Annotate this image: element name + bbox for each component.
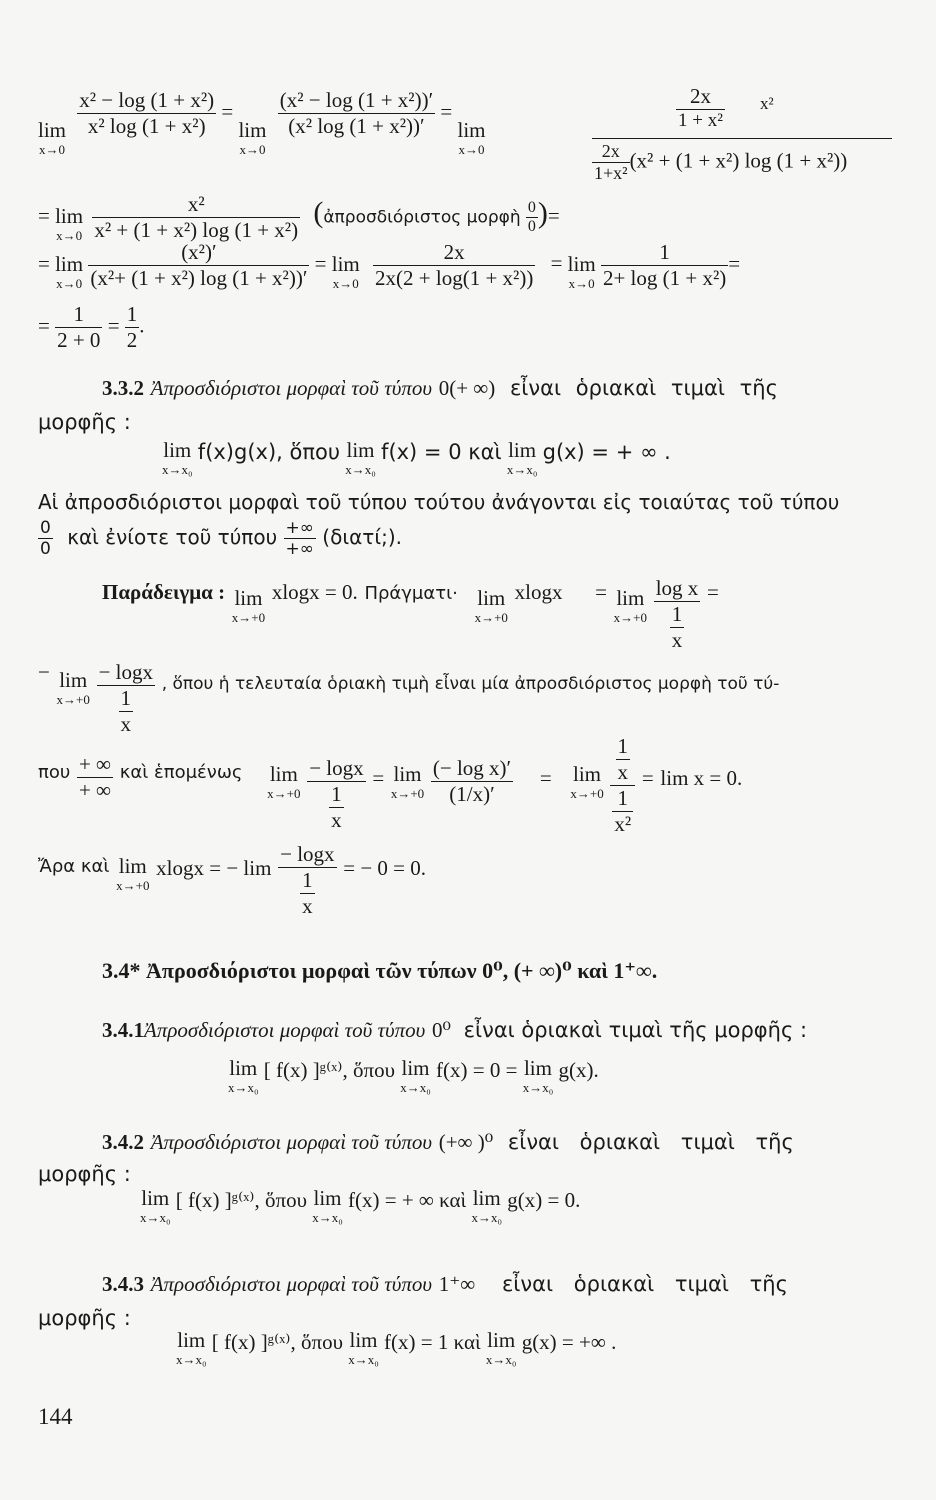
fraction: $\frac{1}{x}$ [617, 734, 629, 784]
fraction: $\frac{0}{0}$ [40, 518, 51, 559]
section-343-heading: 3.4.3 Ἀπροσδιόριστοι μορφαὶ τοῦ τύπου 1⁺∞ εἶναι ὁριακαὶ τιμαὶ τῆς [102, 1272, 788, 1296]
fraction: $\frac{1}{x}$ [302, 868, 313, 918]
section-332-formula: lim x→x₀ f(x)g(x), ὅπου lim x→x₀ f(x) = 0 καὶ lim x→x₀ g(x) = + ∞ . [162, 438, 671, 477]
fraction: $\frac{- \log x}{\frac{1}{x}}$ [309, 756, 364, 832]
section-332-line2: μορφῆς : [38, 410, 131, 434]
example-line-1: Παράδειγμα : lim x→+0 xlogx = 0. Πράγματι· lim x→+0 xlogx = lim x→+0 $\frac{\text{log x}}{\frac{1}{x}}$ = [102, 576, 719, 652]
example-line-2: − lim x→+0 $\frac{- \log x}{\frac{1}{x}}$ $^{, ὅ\pi o\upsilon ἡ \tau\varepsilon\lambda\varepsilon\upsilon\tau\alpha ί\alpha ὁ\rho\iota\alpha\kappa ὴ \tau\iota\mu ὴ \varepsilon ἶ\nu\alpha\iota \mu ί\alpha ἀ\pi\rho o\sigma\delta\iota ό\rho\iota\sigma\tau o\varsigma \mu o\rho\varphi ὴ \tau oῦ \tau ύ-}$ [38, 660, 780, 736]
derivation-line-3: = lim x→0 $\frac{\text{(x²)′}}{\text{(x²+ (1 + x²) log (1 + x²))′}}$ = lim x→0 $\frac{2x}{\text{2x(2 + log(1 + x²))}}$ = lim x→0 $\frac{1}{\text{2+ log (1 + x²)}}$ = [38, 240, 741, 291]
fraction: $\frac{+ \infty}{+ \infty}$ [78, 752, 112, 802]
section-342-formula: lim x→x₀ [ f(x) ]ᵍ⁽ˣ⁾, ὅπου lim x→x₀ f(x) = + ∞ καὶ lim x→x₀ g(x) = 0. [140, 1186, 581, 1225]
fraction [610, 734, 635, 837]
fraction: $\frac{\text{(x² − log (1 + x²))′}}{\text{(x² log (1 + x²))′}}$ [279, 88, 434, 138]
section-341-formula: lim x→x₀ [ f(x) ]ᵍ⁽ˣ⁾, ὅπου lim x→x₀ f(x) = 0 = lim x→x₀ g(x). [228, 1056, 599, 1095]
lim-operator: lim [38, 118, 67, 142]
derivation-line-1: lim x→0 $\frac{\text{x² − log (1 + x²)}}{\text{x² log (1 + x²)}}$ = lim x→0 $\frac{\text{(x² − log (1 + x²))′}}{\text{(x² log (1 + x²))′}}$ = lim x→0 [38, 88, 486, 157]
fraction: $\frac{2x}{\text{1+x²}}$ [594, 141, 628, 183]
fraction: $\frac{1}{\text{2+ log (1 + x²)}}$ [602, 240, 727, 290]
section-332-heading: 3.3.2 Ἀπροσδιόριστοι μορφαὶ τοῦ τύπου 0(+ ∞) εἶναι ὁριακαὶ τιμαὶ τῆς [102, 376, 778, 400]
derivation-line-4: = $\frac{1}{2 + 0}$ = $\frac{1}{2}$ . [38, 302, 145, 352]
derivation-line-2: = lim x→0 $\frac{\text{x²}}{\text{x² + (1 + x²) log (1 + x²)}}$ (ἀπροσδιόριστος μορφὴ $\frac{0}{0}$ )= [38, 192, 560, 243]
fraction: $\frac{+\infty}{+\infty}$ [285, 518, 314, 559]
section-332-para1: Αἱ ἀπροσδιόριστοι μορφαὶ τοῦ τύπου τούτου ἀνάγονται εἰς τοιαύτας τοῦ τύπου [38, 490, 840, 514]
example-line-4: Ἄρα καὶ lim x→+0 xlogx = − lim $\frac{- \log x}{\frac{1}{x}}$ = − 0 = 0. [38, 842, 427, 918]
fraction: $\frac{1}{x}$ [671, 602, 683, 652]
section-341-heading: 3.4.1Ἀπροσδιόριστοι μορφαὶ τοῦ τύπου 0⁰ εἶναι ὁριακαὶ τιμαὶ τῆς μορφῆς : [102, 1018, 808, 1042]
section-332-para2: $\frac{0}{0}$ καὶ ἐνίοτε τοῦ τύπου $\frac{+\infty}{+\infty}$ (διατί;). [40, 518, 402, 559]
section-342-heading: 3.4.2 Ἀπροσδιόριστοι μορφαὶ τοῦ τύπου (+∞ )⁰ εἶναι ὁριακαὶ τιμαὶ τῆς [102, 1130, 794, 1154]
fraction: $\frac{\text{(x²)′}}{\text{(x²+ (1 + x²) log (1 + x²))′}}$ [90, 240, 308, 290]
fraction: $\frac{\text{(− log x)′}}{(1/x)'}$ [432, 756, 512, 806]
fraction: $\frac{- \log x}{\frac{1}{x}}$ [280, 842, 335, 918]
fraction: $\frac{1}{\text{x²}}$ [614, 786, 632, 836]
example-line-3: που $\frac{+ \infty}{+ \infty}$ καὶ ἑπομένως lim x→+0 $\frac{- \log x}{\frac{1}{x}}$ = lim x→+0 $\frac{\text{(− log x)′}}{(1/x)'}$ = lim x→+0 $\frac{\frac{1}{x}}{\frac{1}{\text{x²}}}$ = lim x = 0. [38, 734, 743, 836]
fraction: $\frac{1}{2 + 0}$ [57, 302, 101, 352]
fraction: $\frac{2x}{\text{1 + x²}}$ [678, 84, 723, 131]
fraction: $\frac{1}{x}$ [331, 782, 342, 832]
fraction: $\frac{1}{2}$ [126, 302, 138, 352]
fraction: $\frac{0}{0}$ [527, 199, 536, 235]
derivation-line-1-big-fraction: $\frac{2x}{\text{1 + x²}}$ x² $\frac{2x}{\text{1+x²}}$ (x² + (1 + x²) log (1 + x²)) [592, 84, 892, 184]
section-343-line2: μορφῆς : [38, 1306, 131, 1330]
page-number: 144 [38, 1404, 73, 1429]
section-34-heading: 3.4* Ἀπροσδιόριστοι μορφαὶ τῶν τύπων 0⁰, (+ ∞)⁰ καὶ 1⁺∞. [102, 958, 658, 983]
fraction: $\frac{- \log x}{\frac{1}{x}}$ [98, 660, 153, 736]
fraction: $\frac{\text{log x}}{\frac{1}{x}}$ [655, 576, 699, 652]
fraction: $\frac{2x}{\text{2x(2 + log(1 + x²))}}$ [375, 240, 534, 290]
fraction: $\frac{1}{x}$ [120, 686, 132, 736]
fraction: $\frac{\text{x²}}{\text{x² + (1 + x²) log (1 + x²)}}$ [94, 192, 299, 242]
section-343-formula: lim x→x₀ [ f(x) ]ᵍ⁽ˣ⁾, ὅπου lim x→x₀ f(x) = 1 καὶ lim x→x₀ g(x) = +∞ . [176, 1328, 617, 1367]
fraction: $\frac{\text{x² − log (1 + x²)}}{\text{x² log (1 + x²)}}$ [79, 88, 215, 138]
section-342-line2: μορφῆς : [38, 1162, 131, 1186]
